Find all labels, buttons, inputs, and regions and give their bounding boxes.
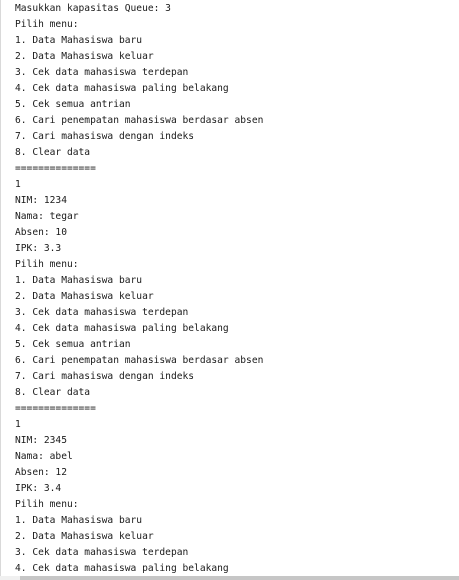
console-line: 2. Data Mahasiswa keluar xyxy=(15,531,154,542)
console-line: Pilih menu: xyxy=(15,19,79,30)
console-line: 3. Cek data mahasiswa terdepan xyxy=(15,67,189,78)
console-line: IPK: 3.4 xyxy=(15,483,62,494)
console-line: 3. Cek data mahasiswa terdepan xyxy=(15,547,189,558)
console-line: 7. Cari mahasiswa dengan indeks xyxy=(15,131,195,142)
console-line: 6. Cari penempatan mahasiswa berdasar absen xyxy=(15,115,264,126)
console-line: 1 xyxy=(15,419,21,430)
console-line: 4. Cek data mahasiswa paling belakang xyxy=(15,563,229,574)
console-line: Absen: 10 xyxy=(15,227,67,238)
console-line: 5. Cek semua antrian xyxy=(15,99,131,110)
console-line: 3. Cek data mahasiswa terdepan xyxy=(15,307,189,318)
console-line: 4. Cek data mahasiswa paling belakang xyxy=(15,83,229,94)
console-line: Pilih menu: xyxy=(15,259,79,270)
console-line: 8. Clear data xyxy=(15,147,91,158)
console-lines xyxy=(15,1,263,576)
console-line: Pilih menu: xyxy=(15,499,79,510)
console-line: ============== xyxy=(15,163,96,174)
console-line: 7. Cari mahasiswa dengan indeks xyxy=(15,371,195,382)
console-line: NIM: 1234 xyxy=(15,195,67,206)
console-line: Absen: 12 xyxy=(15,467,67,478)
console-line: Nama: abel xyxy=(15,451,73,462)
console-line: NIM: 2345 xyxy=(15,435,67,446)
horizontal-scrollbar[interactable] xyxy=(0,576,459,580)
console-line: 6. Cari penempatan mahasiswa berdasar absen xyxy=(15,355,264,366)
console-line: 1. Data Mahasiswa baru xyxy=(15,35,143,46)
scrollbar-thumb[interactable] xyxy=(20,576,459,580)
console-line: 1 xyxy=(15,179,21,190)
console-line: 8. Clear data xyxy=(15,387,91,398)
console-line: 1. Data Mahasiswa baru xyxy=(15,275,143,286)
console-line: ============== xyxy=(15,403,96,414)
console-line: 2. Data Mahasiswa keluar xyxy=(15,291,154,302)
console-line: Masukkan kapasitas Queue: 3 xyxy=(15,3,171,14)
console-line: 5. Cek semua antrian xyxy=(15,339,131,350)
console-line: 2. Data Mahasiswa keluar xyxy=(15,51,154,62)
console-line: IPK: 3.3 xyxy=(15,243,62,254)
console-line: 4. Cek data mahasiswa paling belakang xyxy=(15,323,229,334)
console-line: 1. Data Mahasiswa baru xyxy=(15,515,143,526)
console-line: Nama: tegar xyxy=(15,211,79,222)
